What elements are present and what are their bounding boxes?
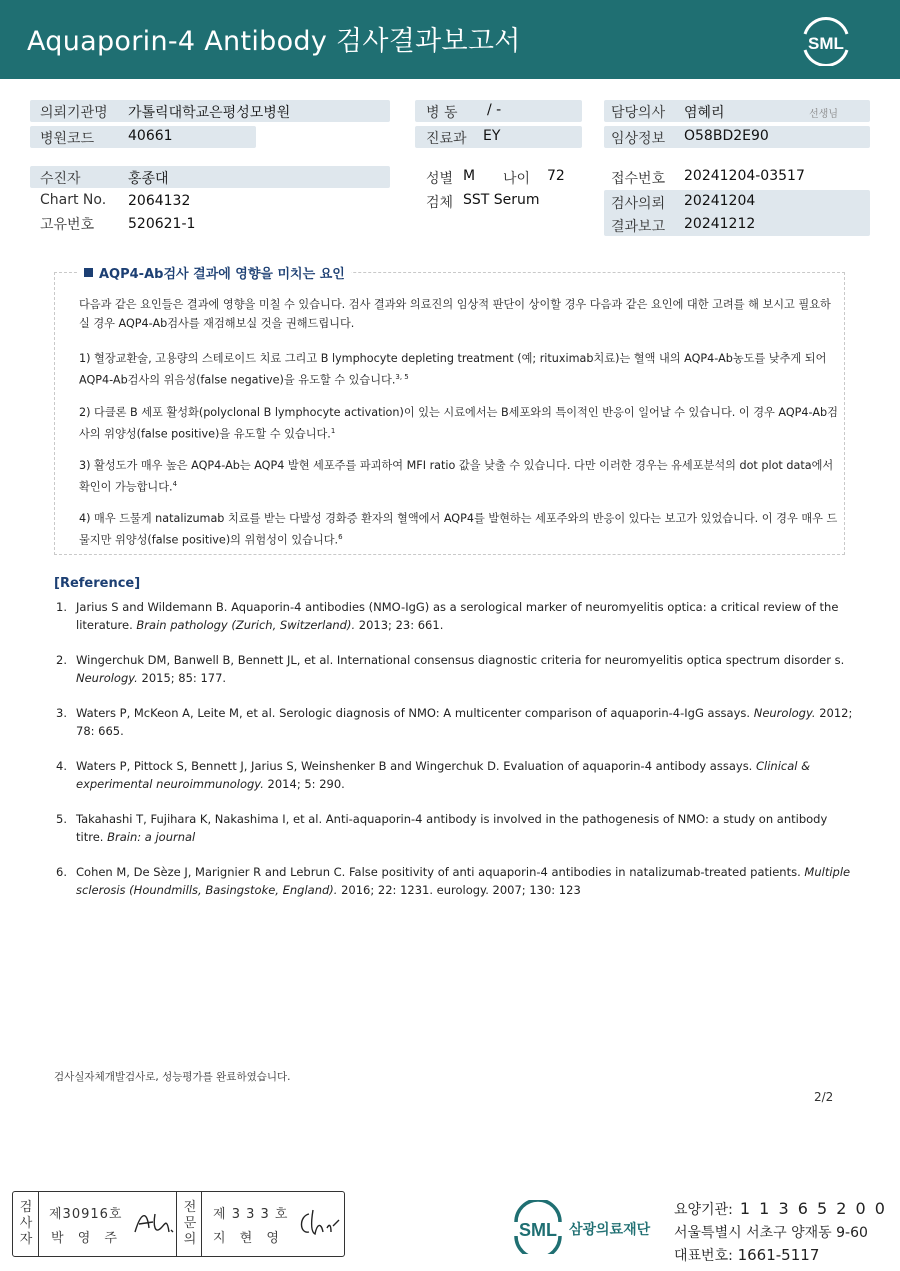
- report-header: [0, 0, 900, 79]
- ward-value: / -: [487, 102, 502, 118]
- reference-item: [56, 810, 856, 846]
- reference-journal: Multiple sclerosis (Houndmills, Basingstoke, England).: [76, 865, 851, 897]
- reference-number: 5.: [56, 812, 67, 826]
- factor-item-text: 1) 혈장교환술, 고용량의 스테로이드 치료 그리고 B lymphocyte depleting treatment (예; rituximab치료)는 혈액 내의 AQP4-Ab농도를 낮추게 되어 AQP4-Ab검사의 위음성(false negative)을 유도할 수 있습니다.: [79, 352, 827, 387]
- institution-code: [674, 1199, 887, 1219]
- factors-title-text: AQP4-Ab검사 결과에 영향을 미치는 요인: [99, 267, 345, 282]
- reference-number: 1.: [56, 600, 67, 614]
- receipt-label: 접수번호: [611, 171, 666, 187]
- specialist-name: 지 현 영: [213, 1231, 284, 1246]
- page-number: 2/2: [814, 1090, 834, 1104]
- reference-tail: 2016; 22: 1231. eurology. 2007; 130: 123: [337, 883, 581, 897]
- specimen-label: 검체: [426, 195, 454, 211]
- specialist-signature-icon: [295, 1206, 341, 1240]
- reference-journal: Neurology.: [753, 706, 816, 720]
- patient-name-label: 수진자: [40, 171, 81, 187]
- report-date-value: 20241212: [684, 216, 756, 232]
- specialist-number: 제 3 3 3 호: [213, 1207, 289, 1222]
- reference-item: [56, 704, 856, 740]
- chart-label: Chart No.: [40, 192, 107, 208]
- factor-item: [79, 403, 839, 444]
- reference-number: 3.: [56, 706, 67, 720]
- institution-code-label: 요양기관:: [674, 1202, 733, 1218]
- sml-logo-icon: [797, 12, 855, 66]
- doctor-value: 염혜리: [684, 105, 725, 121]
- reference-journal: Clinical & experimental neuroimmunology.: [76, 759, 811, 791]
- examiner-number: 제30916호: [49, 1207, 123, 1222]
- age-value: 72: [547, 168, 565, 184]
- uid-value: 520621-1: [128, 216, 196, 232]
- factor-item-sup: 1: [330, 427, 336, 435]
- factors-intro: 다음과 같은 요인들은 결과에 영향을 미칠 수 있습니다. 검사 결과와 의료진의 임상적 판단이 상이할 경우 다음과 같은 요인에 대한 고려를 해 보시고 필요하실 경우 AQP4-Ab검사를 재검해보실 것을 권해드립니다.: [79, 298, 831, 330]
- specialist-label-char: 문: [183, 1216, 197, 1231]
- factor-item: [79, 349, 839, 390]
- examiner-label-col: [13, 1192, 39, 1256]
- dept-label: 진료과: [426, 131, 467, 147]
- examiner-label-char: 사: [19, 1216, 33, 1231]
- reference-number: 2.: [56, 653, 67, 667]
- specialist-label-char: 전: [183, 1200, 197, 1215]
- institution-code-value: 1 1 3 6 5 2 0 0: [732, 1199, 887, 1218]
- examiner-label-char: 검: [19, 1200, 33, 1215]
- ward-label: 병 동: [426, 105, 458, 121]
- chart-value: 2064132: [128, 193, 191, 209]
- reference-text: Cohen M, De Sèze J, Marignier R and Lebrun C. False positivity of anti aquaporin-4 antibodies in natalizumab-treated patients.: [76, 865, 805, 879]
- dept-value: EY: [483, 128, 501, 144]
- reference-journal: Neurology.: [76, 671, 138, 685]
- doctor-label: 담당의사: [611, 105, 666, 121]
- foundation-address: 서울특별시 서초구 양재동 9-60: [674, 1225, 868, 1241]
- patient-name-value: 홍종대: [128, 171, 169, 187]
- hospcode-value: 40661: [128, 128, 173, 144]
- age-label: 나이: [503, 171, 531, 187]
- factor-item: [79, 456, 839, 497]
- request-value: 20241204: [684, 193, 756, 209]
- reference-text: Takahashi T, Fujihara K, Nakashima I, et al. Anti-aquaporin-4 antibody is involved in the pathogenesis of NMO: a study on antibody titre.: [76, 812, 828, 844]
- hospcode-label: 병원코드: [40, 131, 95, 147]
- uid-label: 고유번호: [40, 217, 95, 233]
- report-title: Aquaporin-4 Antibody 검사결과보고서: [27, 26, 521, 57]
- reference-tail: 2015; 85: 177.: [137, 671, 227, 685]
- factor-item: [79, 509, 839, 550]
- institution-value: 가톨릭대학교은평성모병원: [128, 105, 291, 121]
- reference-text: Jarius S and Wildemann B. Aquaporin-4 antibodies (NMO-IgG) as a serological marker of neuromyelitis optica: a critical review of the literature.: [76, 600, 839, 632]
- specialist-label-col: [176, 1192, 202, 1256]
- reference-number: 4.: [56, 759, 67, 773]
- validation-note: 검사실자체개발검사로, 성능평가를 완료하였습니다.: [54, 1071, 291, 1083]
- foundation-name: 삼광의료재단: [569, 1222, 651, 1238]
- examiner-label-char: 자: [19, 1232, 33, 1247]
- reference-text: Wingerchuk DM, Banwell B, Bennett JL, et al. International consensus diagnostic criteria for neuromyelitis optica spectrum disorder s.: [76, 653, 845, 667]
- reference-item: [56, 757, 856, 793]
- receipt-value: 20241204-03517: [684, 168, 805, 184]
- sml-foundation-logo-icon: [510, 1200, 566, 1254]
- factor-item-sup: 3, 5: [395, 373, 409, 381]
- phone-value: 1661-5117: [732, 1246, 820, 1264]
- doctor-suffix: 선생님: [809, 109, 838, 120]
- phone: [674, 1245, 819, 1265]
- sex-value: M: [463, 168, 476, 184]
- square-bullet-icon: [84, 268, 93, 277]
- reference-journal: Brain pathology (Zurich, Switzerland).: [136, 618, 356, 632]
- reference-text: Waters P, McKeon A, Leite M, et al. Serologic diagnosis of NMO: A multicenter comparison of aquaporin-4-IgG assays.: [76, 706, 754, 720]
- specimen-value: SST Serum: [463, 192, 540, 208]
- specialist-label-char: 의: [183, 1232, 197, 1247]
- reference-tail: 2012; 78: 665.: [76, 706, 853, 738]
- request-label: 검사의뢰: [611, 196, 666, 212]
- institution-label: 의뢰기관명: [40, 105, 108, 121]
- factors-title: [78, 263, 351, 282]
- sml-logo-text: SML: [808, 34, 844, 53]
- signature-stamp: [12, 1191, 345, 1257]
- reference-item: [56, 651, 856, 687]
- reference-item: [56, 598, 856, 634]
- reference-number: 6.: [56, 865, 67, 879]
- phone-label: 대표번호:: [674, 1248, 733, 1264]
- examiner-signature-icon: [131, 1206, 175, 1240]
- reference-item: [56, 863, 856, 899]
- examiner-name: 박 영 주: [51, 1231, 122, 1246]
- factor-item-text: 4) 매우 드물게 natalizumab 치료를 받는 다발성 경화증 환자의 혈액에서 AQP4를 발현하는 세포주와의 반응이 있다는 보고가 있었습니다. 이 경우 매우 드물지만 위양성(false positive)의 위험성이 있습니다.: [79, 512, 838, 547]
- sml-foundation-logo-text: SML: [519, 1220, 557, 1240]
- reference-tail: 2013; 23: 661.: [355, 618, 444, 632]
- factor-item-sup: 6: [338, 533, 343, 541]
- patient-name-bar: [30, 166, 390, 188]
- reference-heading: [Reference]: [54, 576, 141, 591]
- clinical-label: 임상정보: [611, 131, 666, 147]
- reference-text: Waters P, Pittock S, Bennett J, Jarius S, Weinshenker B and Wingerchuk D. Evaluation of aquaporin-4 antibody assays.: [76, 759, 756, 773]
- reference-tail: 2014; 5: 290.: [263, 777, 345, 791]
- factor-item-text: 2) 다클론 B 세포 활성화(polyclonal B lymphocyte activation)이 있는 시료에서는 B세포와의 특이적인 반응이 일어날 수 있습니다. 이 경우 AQP4-Ab검사의 위양성(false positive)을 유도할 수 있습니다.: [79, 406, 838, 441]
- factor-item-sup: 4: [172, 480, 178, 488]
- sex-label: 성별: [426, 171, 454, 187]
- clinical-value: O58BD2E90: [684, 128, 769, 144]
- report-date-label: 결과보고: [611, 219, 666, 235]
- factor-item-text: 3) 활성도가 매우 높은 AQP4-Ab는 AQP4 발현 세포주를 파괴하여 MFI ratio 값을 낮출 수 있습니다. 다만 이러한 경우는 유세포분석의 dot plot data에서 확인이 가능합니다.: [79, 459, 834, 494]
- reference-journal: Brain: a journal: [107, 830, 196, 844]
